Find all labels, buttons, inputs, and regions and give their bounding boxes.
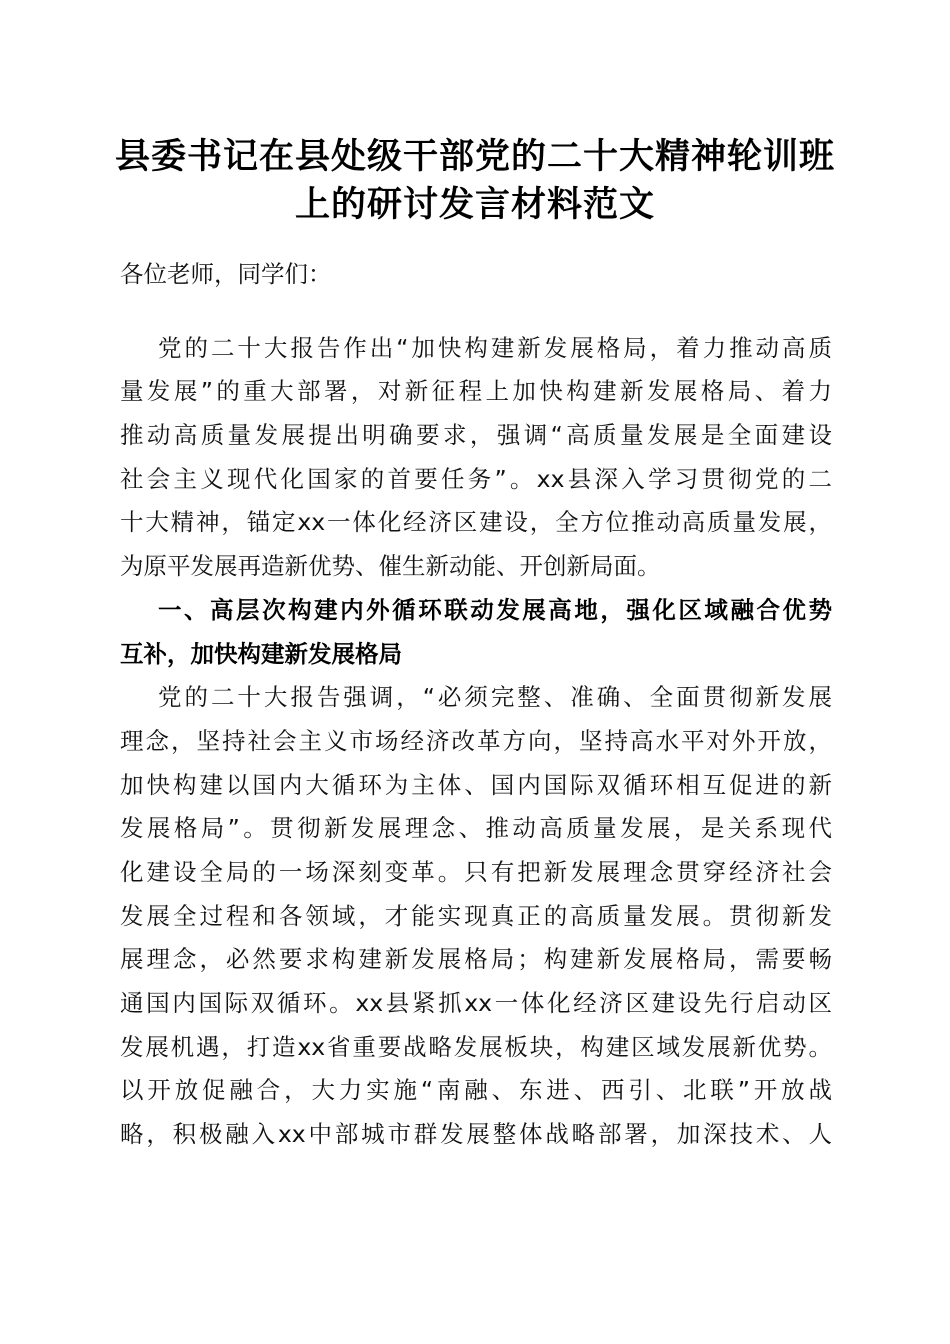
paragraph-line: 略，积极融入xx中部城市群发展整体战略部署，加深技术、人	[120, 1120, 832, 1149]
salutation: 各位老师，同学们：	[120, 260, 332, 288]
paragraph-line: 十大精神，锚定xx一体化经济区建设，全方位推动高质量发展，	[120, 508, 832, 537]
paragraph-line: 展理念，必然要求构建新发展格局；构建新发展格局，需要畅	[120, 945, 832, 974]
paragraph-1	[120, 327, 832, 589]
paragraph-line: 社会主义现代化国家的首要任务”。xx县深入学习贯彻党的二	[120, 464, 832, 493]
paragraph-line: 发展机遇，打造xx省重要战略发展板块，构建区域发展新优势。	[120, 1032, 832, 1061]
paragraph-2	[120, 676, 832, 1157]
paragraph-line: 理念，坚持社会主义市场经济改革方向，坚持高水平对外开放，	[120, 726, 832, 755]
paragraph-line: 为原平发展再造新优势、催生新动能、开创新局面。	[120, 552, 661, 581]
heading-line: 一、高层次构建内外循环联动发展高地，强化区域融合优势	[158, 595, 832, 624]
document-body	[120, 253, 832, 1157]
paragraph-line: 党的二十大报告作出“加快构建新发展格局，着力推动高质	[158, 333, 832, 362]
paragraph-line: 发展格局”。贯彻新发展理念、推动高质量发展，是关系现代	[120, 814, 832, 843]
paragraph-line: 化建设全局的一场深刻变革。只有把新发展理念贯穿经济社会	[120, 857, 832, 886]
document-title	[100, 133, 850, 229]
title-line: 县委书记在县处级干部党的二十大精神轮训班	[114, 136, 835, 177]
paragraph-line: 加快构建以国内大循环为主体、国内国际双循环相互促进的新	[120, 770, 832, 799]
paragraph-line: 党的二十大报告强调，“必须完整、准确、全面贯彻新发展	[158, 683, 832, 712]
paragraph-line: 量发展”的重大部署，对新征程上加快构建新发展格局、着力	[120, 377, 832, 406]
paragraph-line: 发展全过程和各领域，才能实现真正的高质量发展。贯彻新发	[120, 901, 832, 930]
paragraph-line: 以开放促融合，大力实施“南融、东进、西引、北联”开放战	[120, 1076, 832, 1105]
heading-line: 互补，加快构建新发展格局	[120, 639, 402, 668]
title-line: 上的研讨发言材料范文	[294, 184, 655, 225]
paragraph-line: 推动高质量发展提出明确要求，强调“高质量发展是全面建设	[120, 421, 832, 450]
paragraph-line: 通国内国际双循环。xx县紧抓xx一体化经济区建设先行启动区	[120, 989, 832, 1017]
section-heading-1	[120, 589, 832, 676]
